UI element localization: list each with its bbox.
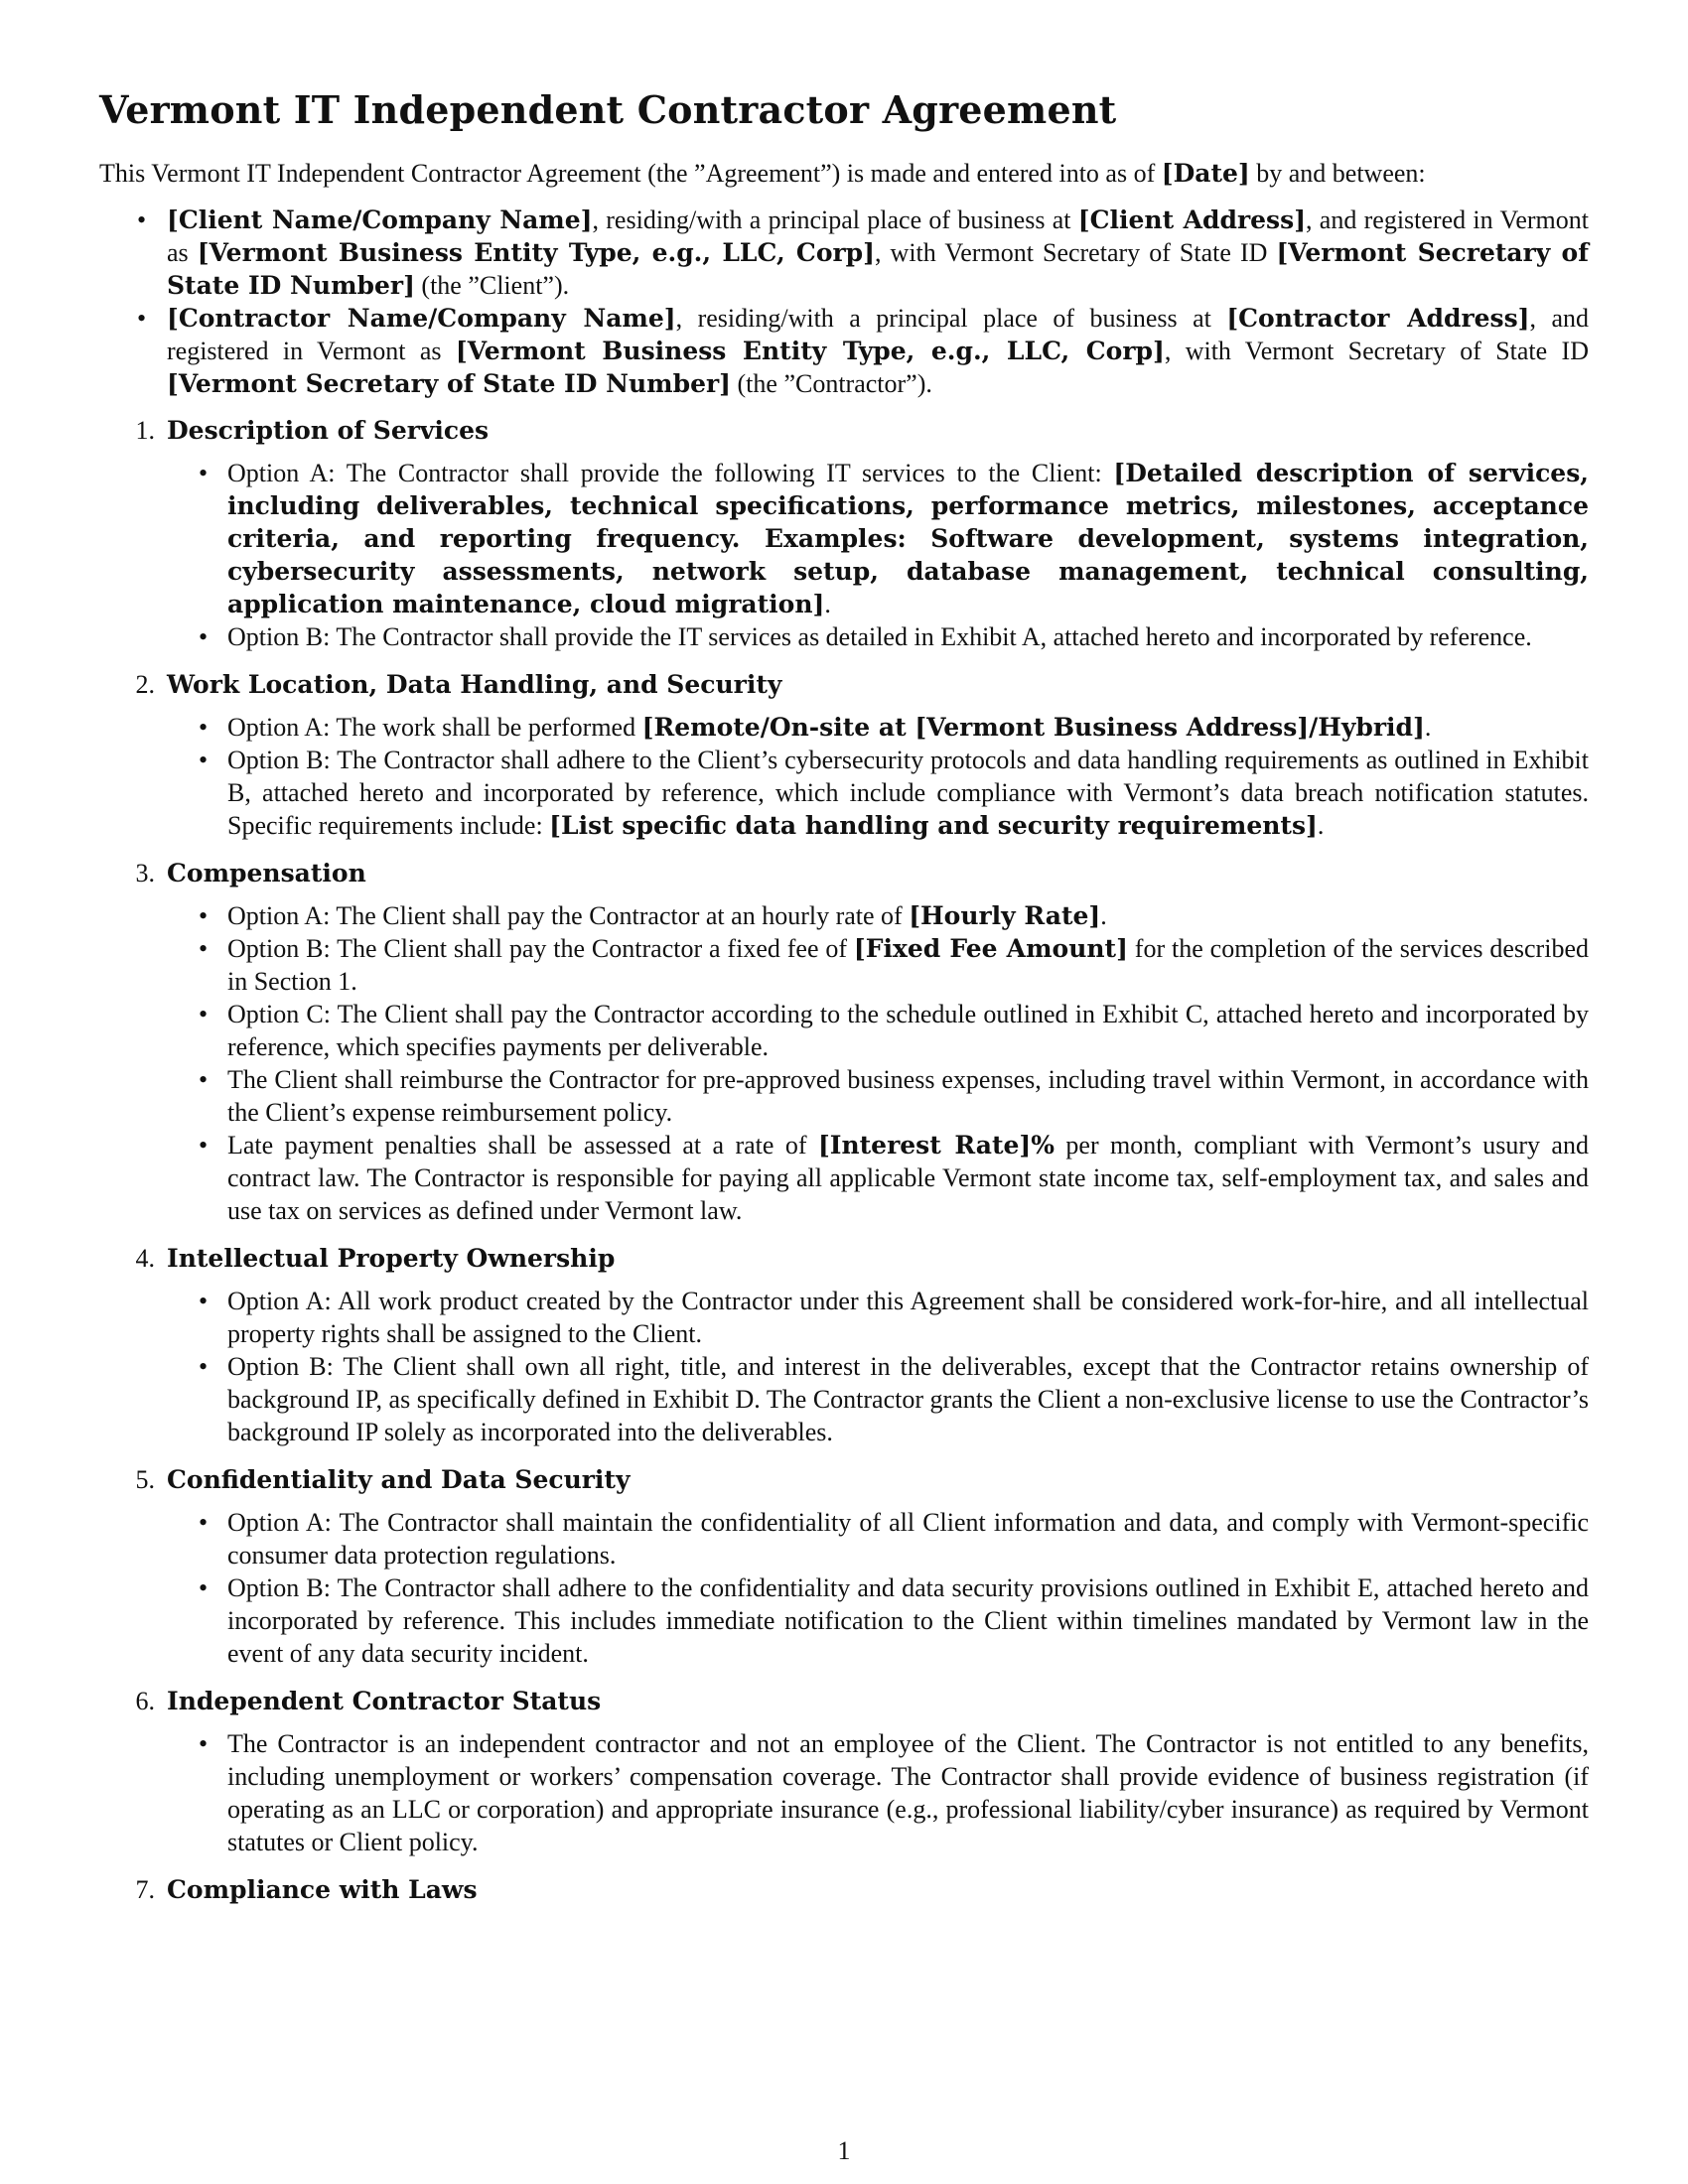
party-client [99, 204, 1589, 302]
bullet-item [99, 899, 1589, 932]
bullet-item [99, 1571, 1589, 1670]
text-run: Option B: The Contractor shall adhere to the confidentiality and data security provisions outlined in Exhibit E, attached hereto and incorporated by reference. This includes immediate notification to the Client within timelines mandated by Vermont law in the event of any data security incident. [227, 1573, 1589, 1668]
party-list [99, 204, 1589, 400]
text-run: Option A: The Client shall pay the Contractor at an hourly rate of [227, 901, 910, 930]
section-bullets [99, 899, 1589, 1227]
text-run: per month, compliant with Vermont’s usury and contract law. The Contractor is responsible for paying all applicable Vermont state income tax, self-employment tax, and sales and use tax on services as defined under Vermont law. [227, 1131, 1589, 1225]
text-run: The Client shall reimburse the Contractor for pre-approved business expenses, including travel within Vermont, in accordance with the Client’s expense reimbursement policy. [227, 1065, 1589, 1127]
party-contractor [99, 302, 1589, 400]
text-run: . [1424, 713, 1432, 742]
document-body [99, 85, 1589, 1921]
placeholder-field: [Vermont Business Entity Type, e.g., LLC, Corp] [455, 337, 1165, 365]
text-run: . [1317, 811, 1325, 840]
placeholder-field: [Fixed Fee Amount] [853, 934, 1128, 963]
section-bullets [99, 457, 1589, 653]
placeholder-field: [Vermont Business Entity Type, e.g., LLC, Corp] [197, 238, 875, 267]
placeholder-field: [Remote/On-site at [Vermont Business Address]/Hybrid] [641, 713, 1425, 742]
text-run: , and registered in Vermont as [167, 205, 1589, 267]
text-run: Option C: The Client shall pay the Contractor according to the schedule outlined in Exhibit C, attached hereto and incorporated by reference, which specifies payments per deliverable. [227, 1000, 1589, 1061]
placeholder-field: [Interest Rate]% [817, 1131, 1055, 1160]
section-heading [99, 1685, 1589, 1717]
section-heading [99, 857, 1589, 889]
placeholder-field: [List specific data handling and security requirements] [549, 811, 1318, 840]
text-run: , residing/with a principal place of business at [592, 205, 1078, 234]
placeholder-field: [Detailed description of services, including deliverables, technical specifications, performance metrics, milestones, acceptance criteria, and reporting frequency. Examples: Software development, systems integration, cybersecurity assessments, network setup, database management, technical consulting, application maintenance, cloud migration] [227, 459, 1589, 618]
placeholder-field: [Date] [1161, 159, 1250, 188]
section-6 [99, 1685, 1589, 1858]
bullet-item [99, 744, 1589, 842]
text-run: . [824, 590, 831, 618]
section-7 [99, 1873, 1589, 1906]
section-number: 5. [135, 1465, 155, 1494]
section-number: 7. [135, 1875, 155, 1904]
section-bullets [99, 711, 1589, 842]
section-number: 1. [135, 416, 155, 445]
section-heading [99, 668, 1589, 701]
placeholder-field: [Client Name/Company Name] [167, 205, 593, 234]
section-heading-text: Intellectual Property Ownership [167, 1244, 616, 1273]
bullet-item [99, 620, 1589, 653]
section-number: 2. [135, 670, 155, 699]
bullet-item [99, 1129, 1589, 1227]
section-4 [99, 1242, 1589, 1448]
text-run: Option A: The work shall be performed [227, 713, 642, 742]
text-run: , with Vermont Secretary of State ID [1164, 337, 1589, 365]
text-run: by and between: [1249, 159, 1426, 188]
text-run: , residing/with a principal place of business at [675, 304, 1227, 333]
text-run: . [1100, 901, 1107, 930]
section-3 [99, 857, 1589, 1227]
text-run: (the ”Contractor”). [731, 369, 932, 398]
bullet-item [99, 711, 1589, 744]
text-run: , and registered in Vermont as [167, 304, 1590, 365]
section-list [99, 414, 1589, 1906]
bullet-item [99, 1063, 1589, 1129]
text-run: (the ”Client”). [414, 271, 570, 300]
document-title: Vermont IT Independent Contractor Agreement [99, 87, 1117, 132]
section-number: 6. [135, 1687, 155, 1715]
text-run: The Contractor is an independent contractor and not an employee of the Client. The Contractor is not entitled to any benefits, including unemployment or workers’ compensation coverage. The Contractor shall provide evidence of business registration (if operating as an LLC or corporation) and appropriate insurance (e.g., professional liability/cyber insurance) as required by Vermont statutes or Client policy. [227, 1729, 1589, 1856]
placeholder-field: [Contractor Address] [1226, 304, 1530, 333]
placeholder-field: [Client Address] [1077, 205, 1307, 234]
section-heading [99, 1873, 1589, 1906]
section-5 [99, 1463, 1589, 1670]
section-number: 3. [135, 859, 155, 887]
bullet-item [99, 1727, 1589, 1858]
text-run: for the completion of the services described in Section 1. [227, 934, 1589, 996]
section-heading-text: Compensation [167, 859, 366, 887]
text-run: Late payment penalties shall be assessed at a rate of [227, 1131, 818, 1160]
bullet-item [99, 998, 1589, 1063]
placeholder-field: [Vermont Secretary of State ID Number] [167, 238, 1589, 300]
bullet-item [99, 1350, 1589, 1448]
bullet-item [99, 457, 1589, 620]
section-heading-text: Compliance with Laws [167, 1875, 478, 1904]
placeholder-field: [Contractor Name/Company Name] [167, 304, 676, 333]
text-run: Option B: The Client shall own all right, title, and interest in the deliverables, except that the Contractor retains ownership of background IP, as specifically defined in Exhibit D. The Contractor grants the Client a non-exclusive license to use the Contractor’s background IP solely as incorporated into the deliverables. [227, 1352, 1589, 1446]
section-heading [99, 1242, 1589, 1275]
placeholder-field: [Hourly Rate] [909, 901, 1101, 930]
section-heading-text: Description of Services [167, 416, 490, 445]
section-1 [99, 414, 1589, 653]
text-run: This Vermont IT Independent Contractor Agreement (the ”Agreement”) is made and entered into as of [99, 159, 1162, 188]
section-heading-text: Independent Contractor Status [167, 1687, 602, 1715]
bullet-item [99, 1506, 1589, 1571]
intro-paragraph [99, 157, 1589, 190]
text-run: Option A: The Contractor shall maintain the confidentiality of all Client information and data, and comply with Vermont-specific consumer data protection regulations. [227, 1508, 1589, 1570]
text-run: Option B: The Contractor shall adhere to the Client’s cybersecurity protocols and data handling requirements as outlined in Exhibit B, attached hereto and incorporated by reference, which include compliance with Vermont’s data breach notification statutes. Specific requirements include: [227, 746, 1589, 840]
section-2 [99, 668, 1589, 842]
bullet-item [99, 1285, 1589, 1350]
page-number: 1 [837, 2136, 851, 2165]
bullet-item [99, 932, 1589, 998]
text-run: Option A: The Contractor shall provide the following IT services to the Client: [227, 459, 1114, 487]
section-bullets [99, 1285, 1589, 1448]
section-heading [99, 414, 1589, 447]
text-run: Option B: The Contractor shall provide the IT services as detailed in Exhibit A, attached hereto and incorporated by reference. [227, 622, 1532, 651]
section-bullets [99, 1506, 1589, 1670]
section-heading-text: Confidentiality and Data Security [167, 1465, 631, 1494]
placeholder-field: [Vermont Secretary of State ID Number] [167, 369, 732, 398]
text-run: Option A: All work product created by the Contractor under this Agreement shall be considered work-for-hire, and all intellectual property rights shall be assigned to the Client. [227, 1287, 1589, 1348]
section-heading-text: Work Location, Data Handling, and Security [167, 670, 782, 699]
text-run: Option B: The Client shall pay the Contractor a fixed fee of [227, 934, 854, 963]
section-bullets [99, 1727, 1589, 1858]
section-number: 4. [135, 1244, 155, 1273]
section-heading [99, 1463, 1589, 1496]
text-run: , with Vermont Secretary of State ID [875, 238, 1277, 267]
